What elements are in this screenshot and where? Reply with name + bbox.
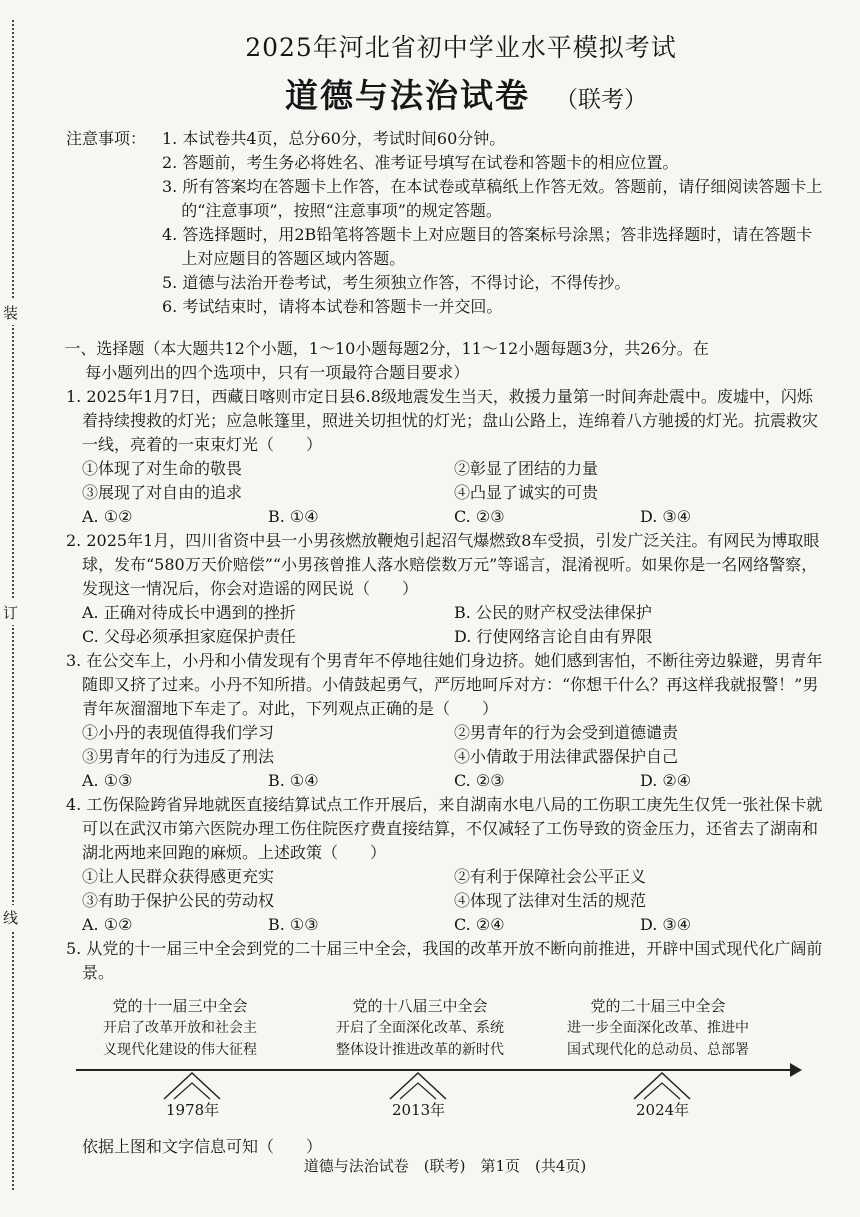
timeline-event-line2: 国式现代化的总动员、总部署	[567, 1042, 749, 1058]
choice-a: A. 正确对待成长中遇到的挫折	[82, 603, 296, 622]
exam-title: 2025年河北省初中学业水平模拟考试	[245, 33, 677, 62]
question-2	[66, 529, 826, 649]
exam-joint-label: （联考）	[555, 87, 648, 113]
choice-c: C. ②④	[454, 915, 505, 934]
reform-timeline	[66, 989, 826, 1139]
timeline-event-2013	[300, 995, 540, 1061]
choice-b: B. ①④	[268, 771, 319, 790]
timeline-year-2013: 2013年	[392, 1101, 446, 1119]
timeline-marker-icon	[632, 1071, 692, 1101]
timeline-year-1978: 1978年	[166, 1101, 220, 1119]
exam-page	[66, 28, 826, 1159]
section-heading-line1: 一、选择题（本大题共12个小题，1～10小题每题2分，11～12小题每题3分，共26分。在	[64, 339, 709, 358]
notice-block	[66, 127, 826, 319]
choice-b: B. ①③	[268, 915, 319, 934]
question-4	[66, 793, 826, 937]
binding-char-zhuang: 装	[3, 300, 18, 325]
timeline-year-2024: 2024年	[636, 1101, 690, 1119]
exam-subject-line	[106, 70, 826, 117]
statement-1: ①体现了对生命的敬畏	[82, 459, 243, 478]
binding-char-xian: 线	[3, 905, 18, 930]
page-footer: 道德与法治试卷 (联考) 第1页 (共4页)	[303, 1157, 587, 1175]
notice-item-3: 3. 所有答案均在答题卡上作答，在本试卷或草稿纸上作答无效。答题前，请仔细阅读答题卡上的“注意事项”，按照“注意事项”的规定答题。	[162, 177, 823, 220]
choice-d: D. ②④	[640, 771, 692, 790]
timeline-event-line2: 整体设计推进改革的新时代	[336, 1042, 504, 1058]
timeline-event-heading: 党的二十届三中全会	[590, 997, 726, 1015]
question-stem: 5. 从党的十一届三中全会到党的二十届三中全会，我国的改革开放不断向前推进，开辟中国式现代化广阔前景。	[66, 939, 823, 982]
question-3	[66, 649, 826, 793]
statement-3: ③展现了对自由的追求	[82, 483, 243, 502]
statement-1: ①小丹的表现值得我们学习	[82, 723, 275, 742]
choice-c: C. 父母必须承担家庭保护责任	[82, 627, 296, 646]
statement-4: ④小倩敢于用法律武器保护自己	[454, 747, 679, 766]
notice-item-1: 1. 本试卷共4页，总分60分，考试时间60分钟。	[162, 129, 506, 148]
timeline-arrow-icon	[790, 1063, 802, 1077]
choice-d: D. ③④	[640, 507, 692, 526]
statement-3: ③男青年的行为违反了刑法	[82, 747, 275, 766]
question-stem: 2. 2025年1月，四川省资中县一小男孩燃放鞭炮引起沼气爆燃致8车受损，引发广泛关注。有网民为博取眼球，发布“580万天价赔偿”“小男孩曾推人落水赔偿数万元”等谣言，混淆视听。如果你是一名网络警察，发现这一情况后，你会对造谣的网民说（ ）	[66, 531, 820, 598]
statement-2: ②男青年的行为会受到道德谴责	[454, 723, 679, 742]
statement-4: ④凸显了诚实的可贵	[454, 483, 599, 502]
binding-margin	[0, 0, 30, 1217]
choice-b: B. 公民的财产权受法律保护	[454, 603, 652, 622]
timeline-event-line2: 义现代化建设的伟大征程	[103, 1042, 257, 1058]
choice-a: A. ①②	[82, 915, 133, 934]
section-heading-line2: 每小题列出的四个选项中，只有一项最符合题目要求）	[85, 363, 470, 382]
question-stem: 4. 工伤保险跨省异地就医直接结算试点工作开展后，来自湖南水电八局的工伤职工庚先生仅凭一张社保卡就可以在武汉市第六医院办理工伤住院医疗费直接结算，不仅减轻了工伤导致的资金压力，还省去了湖南和湖北两地来回跑的麻烦。上述政策（ ）	[66, 795, 823, 862]
timeline-marker-icon	[162, 1071, 222, 1101]
notice-item-4: 4. 答选择题时，用2B铅笔将答题卡上对应题目的答案标号涂黑；答非选择题时，请在答题卡上对应题目的答题区域内答题。	[162, 225, 813, 268]
choice-c: C. ②③	[454, 507, 505, 526]
timeline-event-heading: 党的十一届三中全会	[112, 997, 248, 1015]
notice-item-5: 5. 道德与法治开卷考试，考生须独立作答，不得讨论，不得传抄。	[162, 273, 631, 292]
timeline-event-line1: 开启了改革开放和社会主	[103, 1020, 257, 1036]
statement-1: ①让人民群众获得感更充实	[82, 867, 275, 886]
question-5	[66, 937, 826, 985]
timeline-event-1978	[60, 995, 300, 1061]
exam-subject: 道德与法治试卷	[284, 76, 530, 115]
section-choice-heading	[66, 337, 826, 385]
statement-2: ②彰显了团结的力量	[454, 459, 599, 478]
timeline-marker-icon	[388, 1071, 448, 1101]
statement-4: ④体现了法律对生活的规范	[454, 891, 647, 910]
choice-a: A. ①③	[82, 771, 133, 790]
timeline-event-line1: 进一步全面深化改革、推进中	[567, 1020, 749, 1036]
choice-d: D. 行使网络言论自由有界限	[454, 627, 653, 646]
timeline-event-2024	[538, 995, 778, 1061]
notice-label: 注意事项：	[66, 129, 147, 148]
question-5-prompt: 依据上图和文字信息可知（ ）	[82, 1137, 323, 1156]
question-stem: 3. 在公交车上，小丹和小倩发现有个男青年不停地往她们身边挤。她们感到害怕，不断往旁边躲避，男青年随即又挤了过来。小丹不知所措。小倩鼓起勇气，严厉地呵斥对方：“你想干什么？再这样我就报警！”男青年灰溜溜地下车走了。对此，下列观点正确的是（ ）	[66, 651, 823, 718]
question-stem: 1. 2025年1月7日，西藏日喀则市定日县6.8级地震发生当天，救援力量第一时间奔赴震中。废墟中，闪烁着持续搜救的灯光；应急帐篷里，照进关切担忧的灯光；盘山公路上，连绵着八方驰援的灯光。抗震救灾一线，亮着的一束束灯光（ ）	[66, 387, 819, 454]
notice-item-6: 6. 考试结束时，请将本试卷和答题卡一并交回。	[162, 297, 503, 316]
choice-b: B. ①④	[268, 507, 319, 526]
choice-c: C. ②③	[454, 771, 505, 790]
timeline-event-heading: 党的十八届三中全会	[352, 997, 488, 1015]
question-1	[66, 385, 826, 529]
choice-a: A. ①②	[82, 507, 133, 526]
statement-2: ②有利于保障社会公平正义	[454, 867, 647, 886]
binding-char-ding: 订	[3, 600, 18, 625]
notice-item-2: 2. 答题前，考生务必将姓名、准考证号填写在试卷和答题卡的相应位置。	[162, 153, 679, 172]
choice-d: D. ③④	[640, 915, 692, 934]
statement-3: ③有助于保护公民的劳动权	[82, 891, 275, 910]
timeline-event-line1: 开启了全面深化改革、系统	[336, 1020, 504, 1036]
